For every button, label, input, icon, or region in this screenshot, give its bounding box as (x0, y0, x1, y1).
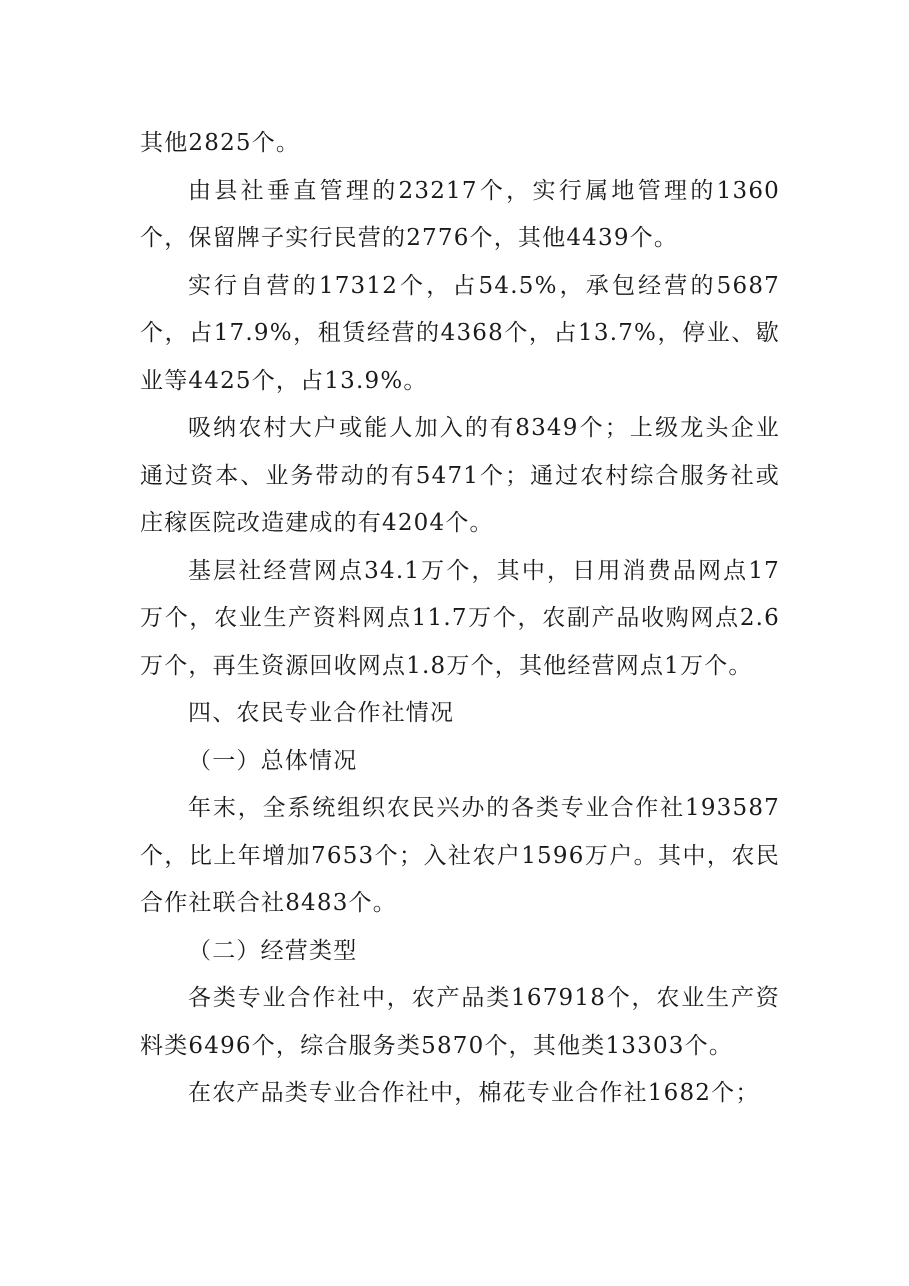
paragraph-4: 吸纳农村大户或能人加入的有8349个；上级龙头企业通过资本、业务带动的有5471个；通过农村综合服务社或庄稼医院改造建成的有4204个。 (140, 415, 780, 536)
paragraph-6: 年末，全系统组织农民兴办的各类专业合作社193587个，比上年增加7653个；入社农户1596万户。其中，农民合作社联合社8483个。 (140, 795, 780, 916)
subheading-overall: （一）总体情况 (188, 747, 358, 774)
paragraph-2: 由县社垂直管理的23217个，实行属地管理的1360个，保留牌子实行民营的2776个，其他4439个。 (140, 177, 780, 251)
subheading-business-type: （二）经营类型 (188, 937, 358, 964)
paragraph-5: 基层社经营网点34.1万个，其中，日用消费品网点17万个，农业生产资料网点11.7万个，农副产品收购网点2.6万个，再生资源回收网点1.8万个，其他经营网点1万个。 (140, 557, 780, 679)
paragraph-8: 在农产品类专业合作社中，棉花专业合作社1682个； (188, 1080, 760, 1106)
paragraph-1: 其他2825个。 (140, 130, 301, 156)
paragraph-7: 各类专业合作社中，农产品类167918个，农业生产资料类6496个，综合服务类5870个，其他类13303个。 (140, 985, 780, 1059)
paragraph-3: 实行自营的17312个，占54.5%，承包经营的5687个，占17.9%，租赁经营的4368个，占13.7%，停业、歇业等4425个，占13.9%。 (140, 272, 780, 394)
section-heading-4: 四、农民专业合作社情况 (188, 700, 455, 726)
document-body (140, 120, 780, 1118)
